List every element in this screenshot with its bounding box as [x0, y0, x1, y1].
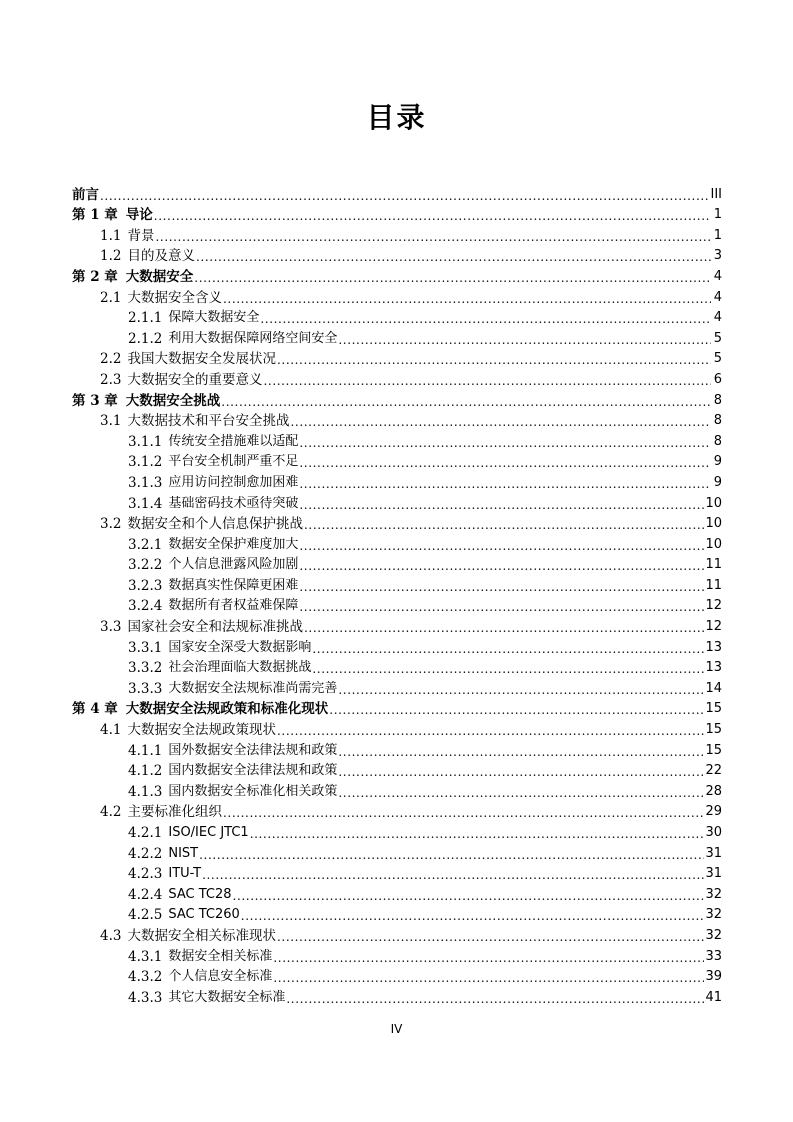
toc-entry-page-number: 1: [713, 227, 722, 243]
toc-dot-leader: [260, 309, 711, 327]
toc-entry-label: 个人信息泄露风险加剧: [168, 557, 299, 573]
toc-entry-label: 国家安全深受大数据影响: [168, 639, 312, 655]
toc-entry-page-number: 5: [713, 330, 722, 346]
toc-entry-page-number: 11: [705, 557, 722, 573]
toc-subsection-entry[interactable]: [72, 863, 722, 884]
toc-entry-page-number: 31: [705, 866, 722, 882]
toc-chapter-entry[interactable]: [72, 265, 722, 286]
table-of-contents: [72, 183, 722, 1007]
page-title: 目录: [366, 101, 427, 134]
toc-dot-leader: [299, 597, 704, 615]
toc-entry-number: 4.1.3: [128, 783, 163, 800]
toc-entry-page-number: 6: [713, 371, 722, 387]
toc-dot-leader: [250, 824, 705, 842]
toc-entry-page-number: 32: [705, 927, 722, 943]
toc-dot-leader: [299, 495, 704, 513]
toc-entry-label: 大数据安全法规标准尚需完善: [168, 680, 338, 696]
toc-section-entry[interactable]: [72, 513, 722, 534]
toc-entry-page-number: 8: [713, 413, 722, 429]
toc-entry-number: 4.1: [100, 722, 122, 739]
toc-subsection-entry[interactable]: [72, 533, 722, 554]
toc-entry-label: 大数据技术和平台安全挑战: [127, 413, 290, 430]
toc-subsection-entry[interactable]: [72, 739, 722, 760]
toc-entry-label: 大数据安全的重要意义: [127, 371, 263, 388]
toc-subsection-entry[interactable]: [72, 883, 722, 904]
toc-entry-number: 3.1: [100, 413, 122, 430]
toc-entry-number: 4.3: [100, 927, 122, 944]
toc-entry-label: 大数据安全法规政策和标准化现状: [125, 701, 329, 718]
toc-entry-label: 平台安全机制严重不足: [168, 454, 299, 470]
toc-entry-label: 我国大数据安全发展状况: [127, 351, 276, 368]
toc-dot-leader: [223, 803, 704, 821]
toc-section-entry[interactable]: [72, 245, 722, 266]
toc-dot-leader: [100, 186, 709, 204]
toc-entry-number: 3.2.4: [128, 598, 163, 615]
toc-dot-leader: [329, 700, 704, 718]
toc-dot-leader: [299, 474, 711, 492]
toc-entry-label: 目的及意义: [127, 248, 195, 265]
toc-entry-page-number: 12: [705, 598, 722, 614]
toc-entry-label: 前言: [72, 186, 99, 203]
toc-subsection-entry[interactable]: [72, 595, 722, 616]
toc-entry-page-number: 3: [713, 248, 722, 264]
toc-entry-label: 数据安全和个人信息保护挑战: [127, 516, 303, 533]
toc-entry-label: 其它大数据安全标准: [168, 989, 286, 1005]
toc-entry-label: 大数据安全含义: [127, 289, 222, 306]
toc-entry-page-number: 4: [713, 268, 722, 284]
toc-entry-number: 2.3: [100, 371, 122, 388]
toc-entry-page-number: 10: [705, 536, 722, 552]
toc-subsection-entry[interactable]: [72, 821, 722, 842]
toc-subsection-entry[interactable]: [72, 760, 722, 781]
toc-section-entry[interactable]: [72, 410, 722, 431]
toc-entry-label: ITU-T: [168, 866, 202, 882]
toc-dot-leader: [221, 392, 711, 410]
toc-entry-page-number: 9: [713, 474, 722, 490]
toc-entry-page-number: 15: [705, 722, 722, 738]
toc-entry-number: 3.3.1: [128, 639, 163, 656]
toc-dot-leader: [196, 247, 711, 265]
toc-entry-number: 2.1: [100, 289, 122, 306]
toc-entry-label: 大数据安全挑战: [125, 392, 221, 409]
toc-dot-leader: [154, 206, 711, 224]
toc-dot-leader: [273, 948, 704, 966]
toc-subsection-entry[interactable]: [72, 430, 722, 451]
toc-subsection-entry[interactable]: [72, 780, 722, 801]
toc-section-entry[interactable]: [72, 368, 722, 389]
toc-subsection-entry[interactable]: [72, 451, 722, 472]
toc-chapter-entry[interactable]: [72, 204, 722, 225]
toc-entry-page-number: 12: [705, 619, 722, 635]
toc-dot-leader: [338, 680, 704, 698]
toc-dot-leader: [304, 515, 704, 533]
toc-entry-label: 大数据安全法规政策现状: [127, 722, 276, 739]
toc-entry-page-number: 29: [705, 804, 722, 820]
toc-entry-number: 2.1.1: [128, 310, 163, 327]
toc-entry-label: 数据安全相关标准: [168, 948, 273, 964]
toc-entry-label: SAC TC260: [168, 907, 240, 923]
toc-entry-page-number: 39: [705, 969, 722, 985]
toc-section-entry[interactable]: [72, 801, 722, 822]
toc-dot-leader: [277, 927, 704, 945]
toc-dot-leader: [299, 556, 704, 574]
toc-dot-leader: [241, 906, 705, 924]
toc-dot-leader: [338, 742, 704, 760]
toc-entry-number: 4.2.1: [128, 825, 163, 841]
toc-entry-number: 4.2: [100, 804, 122, 821]
toc-entry-page-number: 8: [713, 392, 722, 408]
toc-entry-page-number: 13: [705, 639, 722, 655]
toc-entry-number: 第 4 章: [72, 701, 118, 718]
toc-subsection-entry[interactable]: [72, 986, 722, 1007]
toc-entry-page-number: 30: [705, 825, 722, 840]
toc-entry-page-number: 41: [705, 989, 722, 1005]
toc-dot-leader: [304, 618, 704, 636]
toc-entry-page-number: 5: [713, 351, 722, 367]
toc-entry-label: 大数据安全相关标准现状: [127, 927, 276, 944]
toc-dot-leader: [338, 783, 704, 801]
toc-entry-number: 3.2: [100, 516, 122, 533]
toc-entry-page-number: 1: [713, 207, 722, 223]
toc-entry-label: NIST: [168, 845, 199, 861]
toc-entry-page-number: 22: [705, 763, 722, 779]
toc-section-entry[interactable]: [72, 224, 722, 245]
toc-entry-number: 4.3.2: [128, 969, 163, 986]
toc-dot-leader: [290, 412, 711, 430]
toc-dot-leader: [299, 453, 711, 471]
toc-entry-page-number: 4: [713, 310, 722, 326]
toc-entry-label: 国内数据安全法律法规和政策: [168, 763, 338, 779]
toc-dot-leader: [299, 536, 704, 554]
toc-entry-page-number: 9: [713, 454, 722, 470]
toc-entry-number: 第 3 章: [72, 392, 118, 409]
toc-entry-page-number: 15: [705, 701, 722, 717]
toc-entry-number: 4.2.2: [128, 845, 163, 862]
toc-dot-leader: [233, 886, 705, 904]
toc-entry-number: 3.2.1: [128, 536, 163, 553]
toc-subsection-entry[interactable]: [72, 492, 722, 513]
toc-dot-leader: [312, 639, 704, 657]
toc-entry-page-number: 8: [713, 433, 722, 449]
toc-dot-leader: [277, 721, 704, 739]
toc-entry-number: 3.1.3: [128, 474, 163, 491]
toc-entry-label: 应用访问控制愈加困难: [168, 474, 299, 490]
toc-entry-number: 3.3: [100, 619, 122, 636]
toc-entry-label: 基础密码技术亟待突破: [168, 495, 299, 511]
toc-section-entry[interactable]: [72, 348, 722, 369]
toc-subsection-entry[interactable]: [72, 677, 722, 698]
page-number-footer: IV: [390, 1022, 403, 1036]
toc-entry-page-number: 14: [705, 680, 722, 696]
toc-dot-leader: [338, 762, 704, 780]
toc-entry-page-number: 32: [705, 886, 722, 902]
toc-entry-label: 传统安全措施难以适配: [168, 433, 299, 449]
toc-section-entry[interactable]: [72, 286, 722, 307]
toc-subsection-entry[interactable]: [72, 554, 722, 575]
toc-subsection-entry[interactable]: [72, 636, 722, 657]
toc-dot-leader: [273, 968, 704, 986]
toc-entry-label: 保障大数据安全: [168, 310, 260, 326]
toc-entry-label: 个人信息安全标准: [168, 969, 273, 985]
toc-dot-leader: [194, 268, 711, 286]
toc-entry-label: SAC TC28: [168, 886, 232, 902]
toc-entry-page-number: 31: [705, 845, 722, 861]
toc-entry-label: ISO/IEC JTC1: [168, 825, 249, 840]
toc-entry-label: 利用大数据保障网络空间安全: [168, 330, 338, 346]
toc-entry-label: 社会治理面临大数据挑战: [168, 660, 312, 676]
toc-entry-page-number: III: [710, 186, 722, 202]
toc-dot-leader: [312, 659, 704, 677]
toc-entry-number: 4.1.1: [128, 742, 163, 759]
toc-entry-number: 3.1.4: [128, 495, 163, 512]
toc-entry-number: 3.2.2: [128, 557, 163, 574]
toc-subsection-entry[interactable]: [72, 471, 722, 492]
toc-dot-leader: [199, 845, 704, 863]
toc-dot-leader: [263, 371, 711, 389]
toc-entry-label: 主要标准化组织: [127, 804, 222, 821]
toc-subsection-entry[interactable]: [72, 307, 722, 328]
toc-entry-label: 国家社会安全和法规标准挑战: [127, 619, 303, 636]
toc-subsection-entry[interactable]: [72, 842, 722, 863]
toc-entry-page-number: 33: [705, 948, 722, 964]
toc-subsection-entry[interactable]: [72, 327, 722, 348]
toc-entry-label: 背景: [127, 227, 155, 244]
toc-entry-number: 3.1.1: [128, 433, 163, 450]
toc-entry-label: 大数据安全: [125, 268, 194, 285]
toc-dot-leader: [299, 433, 711, 451]
toc-section-entry[interactable]: [72, 924, 722, 945]
toc-chapter-entry[interactable]: [72, 389, 722, 410]
toc-entry-number: 4.3.1: [128, 948, 163, 965]
toc-entry-number: 3.1.2: [128, 454, 163, 471]
toc-entry-label: 导论: [125, 207, 153, 224]
toc-entry-page-number: 10: [705, 516, 722, 532]
toc-dot-leader: [202, 865, 704, 883]
toc-entry-page-number: 4: [713, 289, 722, 305]
toc-entry-number: 4.2.5: [128, 907, 163, 924]
toc-entry-page-number: 13: [705, 660, 722, 676]
toc-entry-number: 4.2.3: [128, 866, 163, 883]
toc-entry-number: 1.1: [100, 227, 122, 244]
toc-entry-number: 3.2.3: [128, 577, 163, 594]
toc-entry-number: 第 1 章: [72, 207, 118, 224]
toc-entry-page-number: 28: [705, 783, 722, 799]
toc-entry-number: 4.3.3: [128, 989, 163, 1006]
toc-chapter-entry[interactable]: [72, 698, 722, 719]
toc-subsection-entry[interactable]: [72, 657, 722, 678]
toc-subsection-entry[interactable]: [72, 966, 722, 987]
toc-entry-label: 国内数据安全标准化相关政策: [168, 783, 338, 799]
toc-subsection-entry[interactable]: [72, 904, 722, 925]
toc-subsection-entry[interactable]: [72, 945, 722, 966]
toc-dot-leader: [155, 227, 711, 245]
toc-entry-number: 第 2 章: [72, 268, 118, 285]
toc-entry-number: 2.2: [100, 351, 122, 368]
toc-dot-leader: [223, 289, 711, 307]
toc-entry-number: 3.3.3: [128, 680, 163, 697]
toc-entry-page-number: 11: [705, 577, 722, 593]
toc-dot-leader: [299, 577, 704, 595]
toc-subsection-entry[interactable]: [72, 574, 722, 595]
toc-entry-page-number: 10: [705, 495, 722, 511]
toc-entry-number: 4.1.2: [128, 763, 163, 780]
toc-entry-number: 1.2: [100, 248, 122, 265]
toc-section-entry[interactable]: [72, 615, 722, 636]
toc-entry-number: 4.2.4: [128, 886, 163, 903]
toc-entry-label: 数据所有者权益难保障: [168, 598, 299, 614]
toc-dot-leader: [277, 350, 711, 368]
toc-entry-label: 数据安全保护难度加大: [168, 536, 299, 552]
toc-entry-label: 数据真实性保障更困难: [168, 577, 299, 593]
toc-dot-leader: [338, 330, 711, 348]
toc-dot-leader: [286, 989, 704, 1007]
toc-entry-page-number: 15: [705, 742, 722, 758]
toc-entry-number: 2.1.2: [128, 330, 163, 347]
toc-section-entry[interactable]: [72, 718, 722, 739]
toc-entry-page-number: 32: [705, 907, 722, 923]
toc-entry-number: 3.3.2: [128, 660, 163, 677]
toc-chapter-entry[interactable]: [72, 183, 722, 204]
toc-entry-label: 国外数据安全法律法规和政策: [168, 742, 338, 758]
